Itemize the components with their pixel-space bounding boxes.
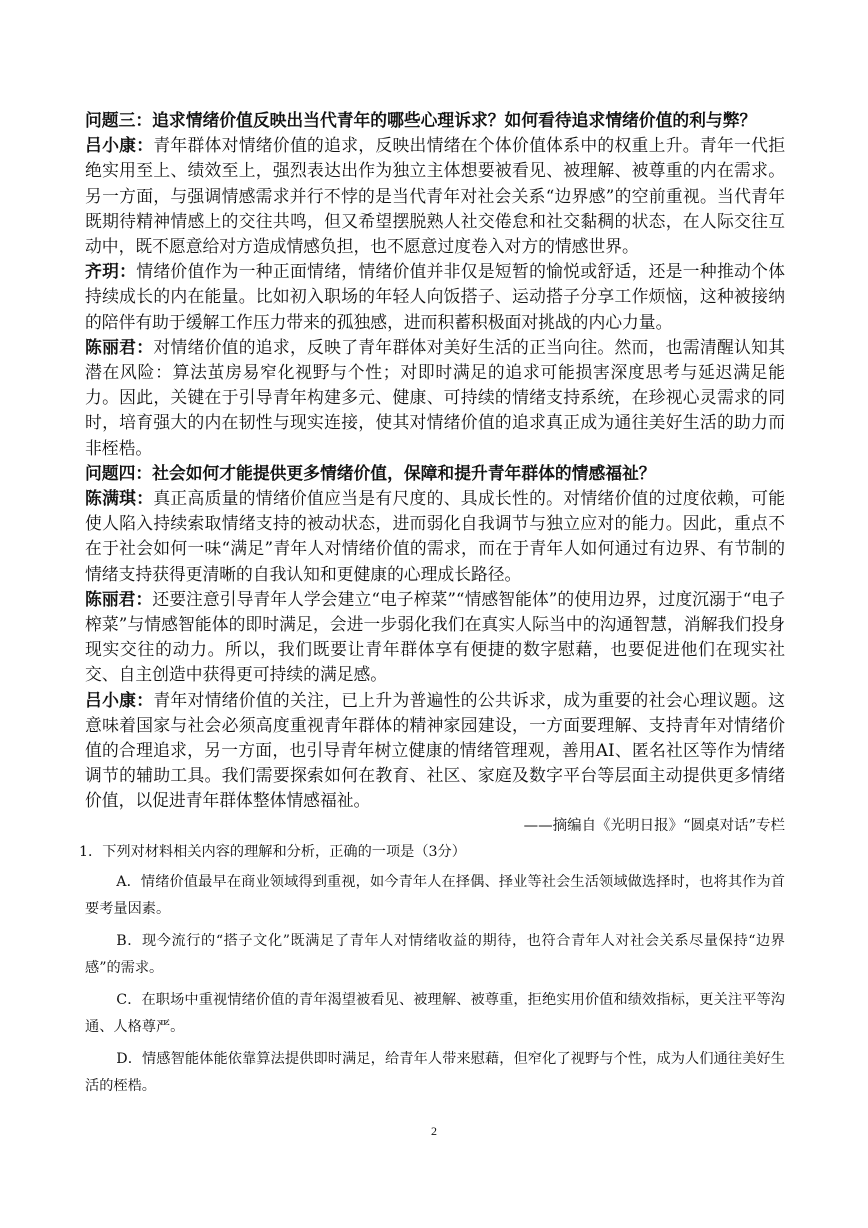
- paragraph-text: 青年群体对情绪价值的追求，反映出情绪在个体价值体系中的权重上升。青年一代拒绝实用至上、绩效至上，强烈表达出作为独立主体想要被看见、被理解、被尊重的内在需求。另一方面，与强调情感需求并行不悖的是当代青年对社会关系“边界感”的空前重视。当代青年既期待精神情感上的交往共鸣，但又希望摆脱熟人社交倦怠和社交黏稠的状态，在人际交往互动中，既不愿意给对方造成情感负担，也不愿意过度卷入对方的情感世界。: [85, 135, 785, 257]
- paragraph-chen-lijun-2: [85, 587, 785, 688]
- paragraph-chen-manqi: [85, 486, 785, 587]
- speaker-name: 陈丽君：: [85, 336, 154, 357]
- paragraph-chen-lijun-1: [85, 335, 785, 461]
- source-attribution: ——摘编自《光明日报》“圆桌对话”专栏: [523, 817, 785, 834]
- paragraph-lv-xiaokang-1: [85, 133, 785, 259]
- question-block: [79, 840, 785, 1100]
- paragraph-text: 情绪价值作为一种正面情绪，情绪价值并非仅是短暂的愉悦或舒适，还是一种推动个体持续成长的内在能量。比如初入职场的年轻人向饭搭子、运动搭子分享工作烦恼，这种被接纳的陪伴有助于缓解工作压力带来的孤独感，进而积蓄积极面对挑战的内心力量。: [85, 261, 785, 332]
- question-four-title: 问题四：社会如何才能提供更多情绪价值，保障和提升青年群体的情感福祉？: [85, 462, 656, 483]
- speaker-name: 陈满琪：: [85, 488, 154, 509]
- option-a: A．情绪价值最早在商业领域得到重视，如今青年人在择偶、择业等社会生活领域做选择时，也将其作为首要考量因素。: [85, 873, 785, 917]
- paragraph-text: 青年对情绪价值的关注，已上升为普遍性的公共诉求，成为重要的社会心理议题。这意味着国家与社会必须高度重视青年群体的精神家园建设，一方面要理解、支持青年对情绪价值的合理追求，另一方面，也引导青年树立健康的情绪管理观，善用AI、匿名社区等作为情绪调节的辅助工具。我们需要探索如何在教育、社区、家庭及数字平台等层面主动提供更多情绪价值，以促进青年群体整体情感福祉。: [85, 689, 785, 811]
- paragraph-qi-yue: [85, 259, 785, 335]
- speaker-name: 吕小康：: [85, 689, 154, 710]
- paragraph-text: 对情绪价值的追求，反映了青年群体对美好生活的正当向往。然而，也需清醒认知其潜在风险：算法茧房易窄化视野与个性；对即时满足的追求可能损害深度思考与延迟满足能力。因此，关键在于引导青年构建多元、健康、可持续的情绪支持系统，在珍视心灵需求的同时，培育强大的内在韧性与现实连接，使其对情绪价值的追求真正成为通往美好生活的助力而非桎梏。: [85, 336, 785, 458]
- option-c: C．在职场中重视情绪价值的青年渴望被看见、被理解、被尊重，拒绝实用价值和绩效指标，更关注平等沟通、人格尊严。: [85, 991, 785, 1035]
- option-b: B．现今流行的“搭子文化”既满足了青年人对情绪收益的期待，也符合青年人对社会关系尽量保持“边界感”的需求。: [85, 932, 785, 976]
- speaker-name: 齐玥：: [85, 261, 137, 282]
- speaker-name: 陈丽君：: [85, 588, 153, 609]
- question-three-title: 问题三：追求情绪价值反映出当代青年的哪些心理诉求？如何看待追求情绪价值的利与弊？: [85, 110, 757, 130]
- paragraph-lv-xiaokang-2: [85, 688, 785, 814]
- paragraph-text: 还要注意引导青年人学会建立“电子榨菜”“情感智能体”的使用边界，过度沉溺于“电子榨菜”与情感智能体的即时满足，会进一步弱化我们在真实人际当中的沟通智慧，消解我们投身现实交往的动力。所以，我们既要让青年群体享有便捷的数字慰藉，也要促进他们在现实社交、自主创造中获得更可持续的满足感。: [85, 588, 785, 685]
- option-d: D．情感智能体能依靠算法提供即时满足，给青年人带来慰藉，但窄化了视野与个性，成为人们通往美好生活的桎梏。: [85, 1050, 785, 1094]
- page-number: 2: [431, 1124, 437, 1138]
- paragraph-text: 真正高质量的情绪价值应当是有尺度的、具成长性的。对情绪价值的过度依赖，可能使人陷入持续索取情绪支持的被动状态，进而弱化自我调节与独立应对的能力。因此，重点不在于社会如何一味“满足”青年人对情绪价值的需求，而在于青年人如何通过有边界、有节制的情绪支持获得更清晰的自我认知和更健康的心理成长路径。: [85, 488, 785, 584]
- document-page: [79, 108, 785, 1100]
- speaker-name: 吕小康：: [85, 135, 154, 156]
- question-stem: 1．下列对材料相关内容的理解和分析，正确的一项是（3分）: [79, 843, 466, 860]
